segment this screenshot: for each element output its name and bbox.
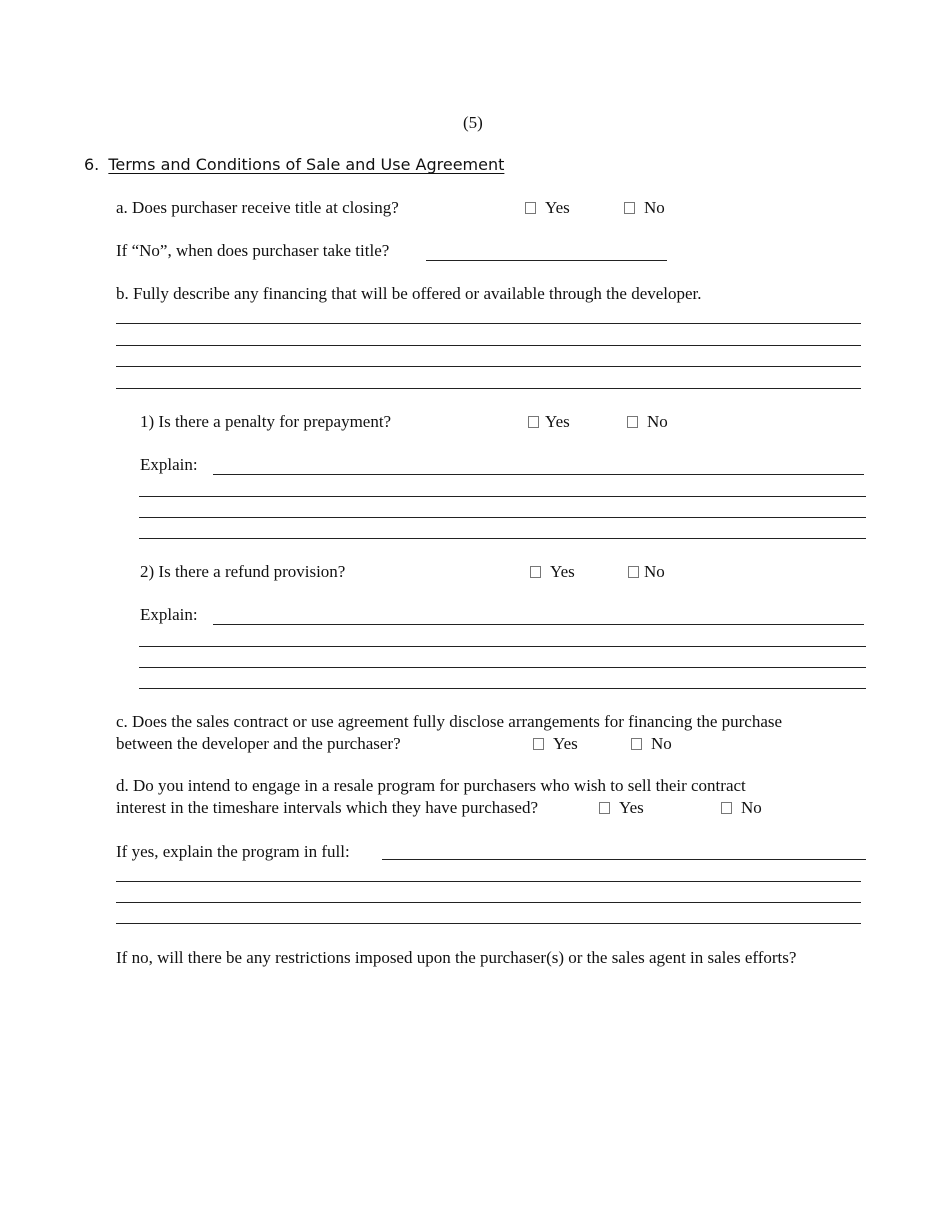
penalty-explain-line[interactable] (139, 496, 866, 497)
penalty-explain-line[interactable] (139, 517, 866, 518)
checkbox[interactable] (631, 738, 642, 750)
question-d-yes-option[interactable] (599, 798, 644, 818)
yes-label: Yes (550, 562, 575, 581)
financing-answer-line[interactable] (116, 388, 861, 389)
financing-answer-line[interactable] (116, 345, 861, 346)
refund-explain-line[interactable] (139, 688, 866, 689)
question-a-followup-text: If “No”, when does purchaser take title? (116, 241, 390, 260)
question-c-line2: between the developer and the purchaser? (116, 734, 401, 753)
no-label: No (647, 412, 668, 431)
resale-program-line[interactable] (116, 902, 861, 903)
refund-explain-line[interactable] (139, 646, 866, 647)
question-a-text: a. Does purchaser receive title at closing? (116, 198, 399, 217)
resale-program-line[interactable] (116, 881, 861, 882)
question-b-text: b. Fully describe any financing that will be offered or available through the developer. (116, 284, 702, 303)
question-d-line1: d. Do you intend to engage in a resale program for purchasers who wish to sell their contract (116, 776, 746, 795)
penalty-explain-line[interactable] (213, 474, 864, 475)
question-d-if-no-text: If no, will there be any restrictions imposed upon the purchaser(s) or the sales agent in sales efforts? (116, 948, 797, 967)
no-label: No (644, 562, 665, 581)
yes-label: Yes (545, 412, 570, 431)
section-title: Terms and Conditions of Sale and Use Agreement (108, 155, 505, 174)
no-label: No (651, 734, 672, 753)
question-b1-text: 1) Is there a penalty for prepayment? (140, 412, 392, 431)
penalty-explain-line[interactable] (139, 538, 866, 539)
title-date-field[interactable] (426, 260, 667, 261)
checkbox[interactable] (624, 202, 635, 214)
resale-program-line[interactable] (116, 923, 861, 924)
question-b1-no-option[interactable] (627, 412, 668, 432)
question-d-no-option[interactable] (721, 798, 762, 818)
question-c-line1: c. Does the sales contract or use agreement fully disclose arrangements for financing the purchase (116, 712, 783, 731)
question-b1-yes-option[interactable] (528, 412, 570, 432)
checkbox[interactable] (530, 566, 541, 578)
question-c-no-option[interactable] (631, 734, 672, 754)
resale-program-line[interactable] (382, 859, 866, 860)
yes-label: Yes (619, 798, 644, 817)
yes-label: Yes (553, 734, 578, 753)
question-d-line2: interest in the timeshare intervals which they have purchased? (116, 798, 539, 817)
checkbox[interactable] (599, 802, 610, 814)
section-heading (84, 155, 504, 175)
checkbox[interactable] (528, 416, 539, 428)
checkbox[interactable] (627, 416, 638, 428)
question-b2-text: 2) Is there a refund provision? (140, 562, 346, 581)
financing-answer-line[interactable] (116, 366, 861, 367)
financing-answer-line[interactable] (116, 323, 861, 324)
question-c-yes-option[interactable] (533, 734, 578, 754)
question-b2-explain-label: Explain: (140, 605, 198, 624)
checkbox[interactable] (525, 202, 536, 214)
question-a-yes-option[interactable] (525, 198, 570, 218)
page-number: (5) (463, 113, 483, 132)
section-number: 6. (84, 155, 100, 174)
question-b1-explain-label: Explain: (140, 455, 198, 474)
question-a-no-option[interactable] (624, 198, 665, 218)
refund-explain-line[interactable] (139, 667, 866, 668)
no-label: No (644, 198, 665, 217)
refund-explain-line[interactable] (213, 624, 864, 625)
checkbox[interactable] (628, 566, 639, 578)
question-b2-no-option[interactable] (628, 562, 665, 582)
question-d-if-yes-label: If yes, explain the program in full: (116, 842, 350, 861)
yes-label: Yes (545, 198, 570, 217)
checkbox[interactable] (533, 738, 544, 750)
question-b2-yes-option[interactable] (530, 562, 575, 582)
checkbox[interactable] (721, 802, 732, 814)
no-label: No (741, 798, 762, 817)
